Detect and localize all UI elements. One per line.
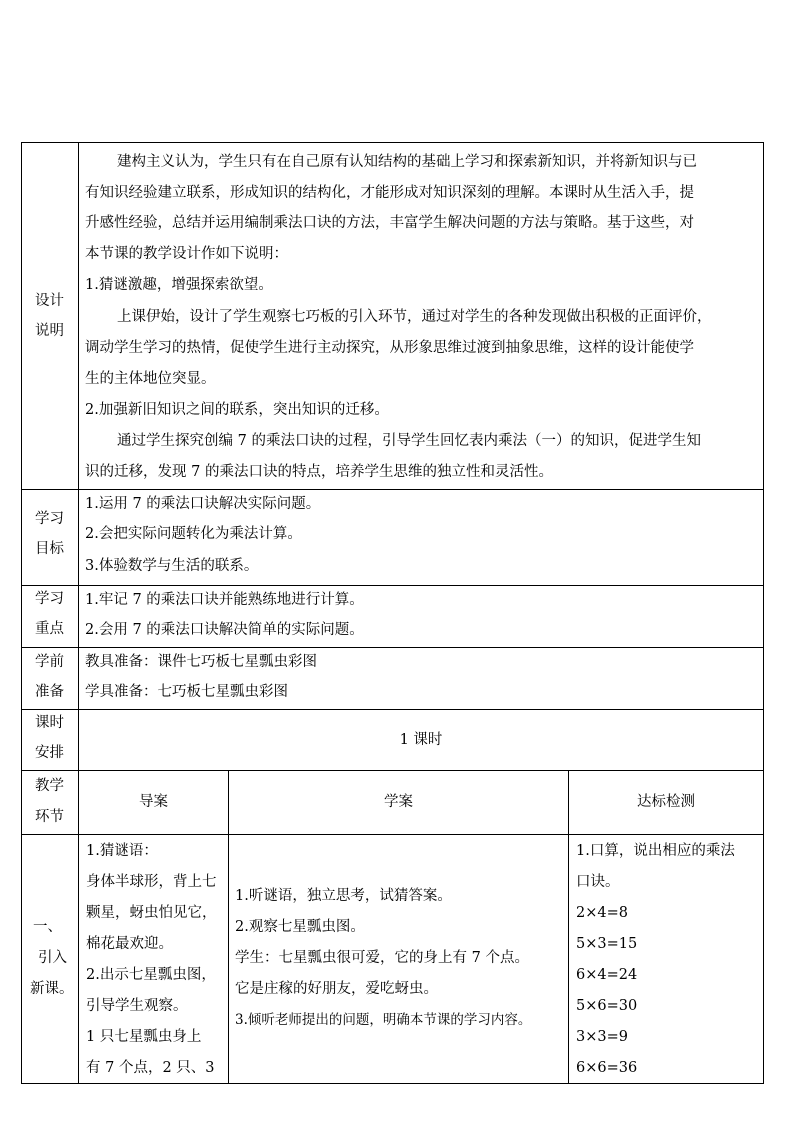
section1-label-3: 新课。 bbox=[30, 981, 74, 997]
prep-item: 学具准备：七巧板七星瓢虫彩图 bbox=[85, 684, 288, 700]
row-border bbox=[21, 647, 764, 648]
row-border bbox=[21, 834, 764, 835]
guide-line: 1.猜谜语： bbox=[86, 843, 158, 859]
study-line: 2.观察七星瓢虫图。 bbox=[235, 919, 365, 935]
prep-label-1: 学前 bbox=[35, 654, 64, 670]
col-border bbox=[78, 142, 79, 1084]
design-line: 本节课的教学设计作如下说明： bbox=[85, 246, 288, 262]
design-label-1: 设计 bbox=[35, 293, 64, 309]
row-border bbox=[21, 489, 764, 490]
design-line: 生的主体地位突显。 bbox=[85, 371, 216, 387]
design-line: 升感性经验，总结并运用编制乘法口诀的方法，丰富学生解决问题的方法与策略。基于这些，对 bbox=[85, 215, 694, 231]
prep-label-2: 准备 bbox=[35, 684, 64, 700]
header-stage-2: 环节 bbox=[35, 809, 64, 825]
check-line: 5×3=15 bbox=[576, 936, 638, 952]
study-line: 1.听谜语，独立思考，试猜答案。 bbox=[235, 888, 452, 904]
goal-item: 1.运用 7 的乘法口诀解决实际问题。 bbox=[85, 496, 321, 512]
design-line: 上课伊始，设计了学生观察七巧板的引入环节，通过对学生的各种发现做出积极的正面评价， bbox=[117, 309, 712, 325]
keypoints-label-1: 学习 bbox=[35, 591, 64, 607]
schedule-label-1: 课时 bbox=[35, 715, 64, 731]
col-border bbox=[763, 142, 764, 1084]
row-border bbox=[21, 585, 764, 586]
keypoints-label-2: 重点 bbox=[35, 621, 64, 637]
design-label-2: 说明 bbox=[35, 323, 64, 339]
keypoint-item: 2.会用 7 的乘法口诀解决简单的实际问题。 bbox=[85, 622, 364, 638]
design-line: 调动学生学习的热情，促使学生进行主动探究，从形象思维过渡到抽象思维，这样的设计能使学 bbox=[85, 340, 694, 356]
schedule-label-2: 安排 bbox=[35, 745, 64, 761]
goal-item: 2.会把实际问题转化为乘法计算。 bbox=[85, 526, 302, 542]
study-line: 它是庄稼的好朋友，爱吃蚜虫。 bbox=[235, 981, 438, 997]
check-line: 6×6=36 bbox=[576, 1060, 638, 1076]
study-line: 学生：七星瓢虫很可爱，它的身上有 7 个点。 bbox=[235, 950, 529, 966]
goals-label-1: 学习 bbox=[35, 511, 64, 527]
guide-line: 身体半球形，背上七 bbox=[86, 874, 217, 890]
check-line: 2×4=8 bbox=[576, 905, 628, 921]
guide-line: 颗星，蚜虫怕见它， bbox=[86, 905, 217, 921]
col-border bbox=[228, 770, 229, 1084]
design-line: 通过学生探究创编 7 的乘法口诀的过程，引导学生回忆表内乘法（一）的知识，促进学生知 bbox=[117, 433, 701, 449]
check-line: 6×4=24 bbox=[576, 967, 638, 983]
col-border bbox=[568, 770, 569, 1084]
goals-label-2: 目标 bbox=[35, 541, 64, 557]
section1-label-2: 引入 bbox=[38, 950, 67, 966]
check-line: 3×3=9 bbox=[576, 1029, 628, 1045]
col-border bbox=[21, 142, 22, 1084]
prep-item: 教具准备：课件七巧板七星瓢虫彩图 bbox=[85, 654, 317, 670]
keypoint-item: 1.牢记 7 的乘法口诀并能熟练地进行计算。 bbox=[85, 592, 364, 608]
design-line: 建构主义认为，学生只有在自己原有认知结构的基础上学习和探索新知识，并将新知识与已 bbox=[117, 154, 697, 170]
header-check: 达标检测 bbox=[637, 794, 695, 810]
check-line: 1.口算，说出相应的乘法 bbox=[576, 843, 735, 859]
guide-line: 棉花最欢迎。 bbox=[86, 936, 173, 952]
header-stage-1: 教学 bbox=[35, 778, 64, 794]
goal-item: 3.体验数学与生活的联系。 bbox=[85, 558, 259, 574]
design-line: 识的迁移，发现 7 的乘法口诀的特点，培养学生思维的独立性和灵活性。 bbox=[85, 464, 553, 480]
study-line: 3.倾听老师提出的问题，明确本节课的学习内容。 bbox=[235, 1012, 532, 1028]
row-border bbox=[21, 770, 764, 771]
check-line: 口诀。 bbox=[576, 874, 620, 890]
header-study: 学案 bbox=[384, 794, 413, 810]
guide-line: 有 7 个点，2 只、3 bbox=[86, 1060, 215, 1076]
row-border bbox=[21, 1083, 764, 1084]
design-line: 2.加强新旧知识之间的联系，突出知识的迁移。 bbox=[85, 402, 389, 418]
design-line: 有知识经验建立联系，形成知识的结构化，才能形成对知识深刻的理解。本课时从生活入手，提 bbox=[85, 185, 694, 201]
design-line: 1.猜谜激趣，增强探索欲望。 bbox=[85, 277, 273, 293]
guide-line: 1 只七星瓢虫身上 bbox=[86, 1029, 202, 1045]
row-border bbox=[21, 142, 764, 143]
header-guide: 导案 bbox=[139, 794, 168, 810]
guide-line: 2.出示七星瓢虫图， bbox=[86, 967, 216, 983]
guide-line: 引导学生观察。 bbox=[86, 998, 188, 1014]
row-border bbox=[21, 709, 764, 710]
section1-label-1: 一、 bbox=[33, 919, 62, 935]
schedule-value: 1 课时 bbox=[399, 732, 443, 748]
check-line: 5×6=30 bbox=[576, 998, 638, 1014]
